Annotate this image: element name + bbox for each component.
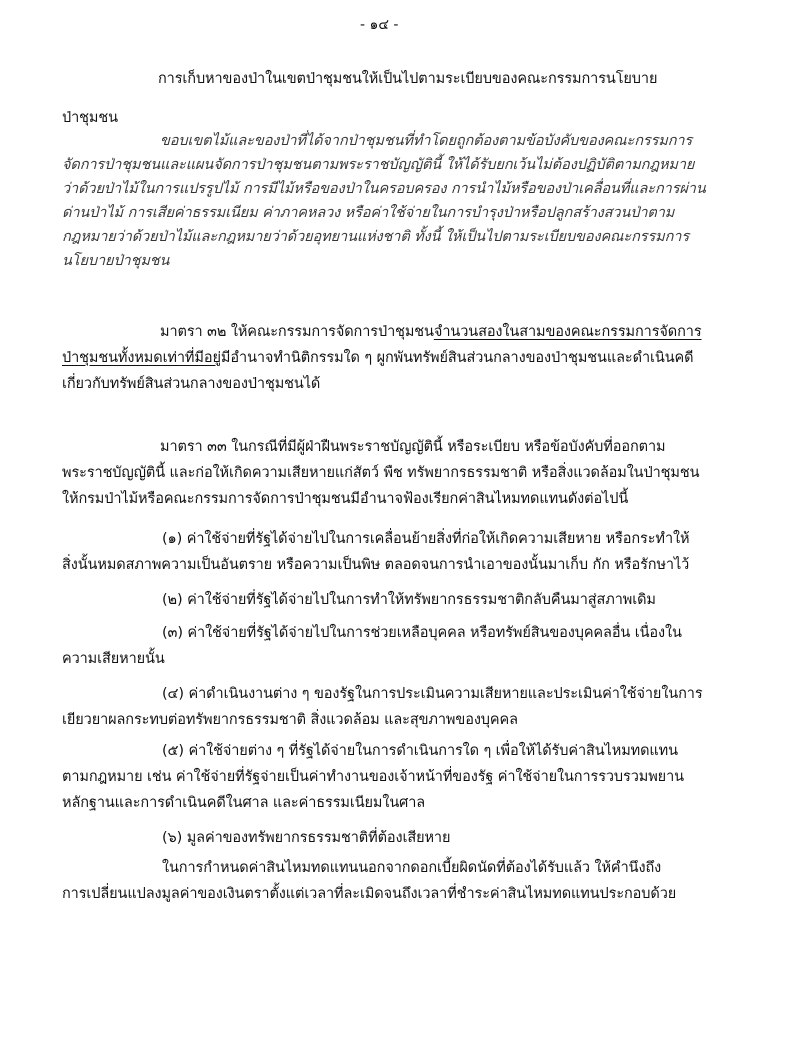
section-33-item: (๑) ค่าใช้จ่ายที่รัฐได้จ่ายไปในการเคลื่อนย้ายสิ่งที่ก่อให้เกิดความเสียหาย หรือกระทำให้ <box>162 531 690 547</box>
section-32-line-1 <box>160 322 702 342</box>
section-32-line-2 <box>62 348 693 368</box>
section-33-line: พระราชบัญญัตินี้ และก่อให้เกิดความเสียหายแก่สัตว์ พืช ทรัพยากรธรรมชาติ หรือสิ่งแวดล้อมในป่าชุมชน <box>62 465 700 481</box>
heading-line-cont: ป่าชุมชน <box>62 110 118 126</box>
scan-paragraph-line: กฎหมายว่าด้วยป่าไม้และกฎหมายว่าด้วยอุทยานแห่งชาติ ทั้งนี้ ให้เป็นไปตามระเบียบของคณะกรรมการ <box>62 229 690 245</box>
section-33-item: (๖) มูลค่าของทรัพยากรธรรมชาติที่ต้องเสียหาย <box>162 830 451 846</box>
scan-paragraph-line: จัดการป่าชุมชนและแผนจัดการป่าชุมชนตามพระราชบัญญัตินี้ ให้ได้รับยกเว้นไม่ต้องปฏิบัติตามกฎหมาย <box>62 157 695 173</box>
section-33-line: มาตรา ๓๓ ในกรณีที่มีผู้ฝ่าฝืนพระราชบัญญัตินี้ หรือระเบียบ หรือข้อบังคับที่ออกตาม <box>160 439 666 455</box>
scan-paragraph-line: ด่านป่าไม้ การเสียค่าธรรมเนียม ค่าภาคหลวง หรือค่าใช้จ่ายในการบำรุงป่าหรือปลูกสร้างสวนป่าตาม <box>62 205 675 221</box>
section-32-text: มาตรา ๓๒ ให้คณะกรรมการจัดการป่าชุมชน <box>160 324 434 340</box>
section-33-item: สิ่งนั้นหมดสภาพความเป็นอันตราย หรือความเป็นพิษ ตลอดจนการนำเอาของนั้นมาเก็บ กัก หรือรักษาไว้ <box>62 557 690 573</box>
scan-paragraph-line: ขอบเขตไม้และของป่าที่ได้จากป่าชุมชนที่ทำโดยถูกต้องตามข้อบังคับของคณะกรรมการ <box>160 133 693 149</box>
section-33-item: (๕) ค่าใช้จ่ายต่าง ๆ ที่รัฐได้จ่ายในการดำเนินการใด ๆ เพื่อให้ได้รับค่าสินไหมทดแทน <box>162 743 678 759</box>
section-32-text: มีอำนาจทำนิติกรรมใด ๆ ผูกพันทรัพย์สินส่วนกลางของป่าชุมชนและดำเนินคดี <box>220 350 694 366</box>
scan-paragraph-line: นโยบายป่าชุมชน <box>62 253 170 269</box>
section-32-underlined: ป่าชุมชนทั้งหมดเท่าที่มีอยู่ <box>62 350 221 366</box>
section-33-item: (๓) ค่าใช้จ่ายที่รัฐได้จ่ายไปในการช่วยเหลือบุคคล หรือทรัพย์สินของบุคคลอื่น เนื่องใน <box>162 625 682 641</box>
section-33-item: หลักฐานและการดำเนินคดีในศาล และค่าธรรมเนียมในศาล <box>62 795 426 811</box>
section-33-item: (๔) ค่าดำเนินงานต่าง ๆ ของรัฐในการประเมินความเสียหายและประเมินค่าใช้จ่ายในการ <box>162 686 703 702</box>
page-number: - ๑๔ - <box>360 17 399 33</box>
scan-paragraph-line: ว่าด้วยป่าไม้ในการแปรรูปไม้ การมีไม้หรือของป่าในครอบครอง การนำไม้หรือของป่าเคลื่อนที่และการผ่าน <box>62 181 706 197</box>
closing-line: การเปลี่ยนแปลงมูลค่าของเงินตราตั้งแต่เวลาที่ละเมิดจนถึงเวลาที่ชำระค่าสินไหมทดแทนประกอบด้วย <box>62 886 677 902</box>
section-33-item: ความเสียหายนั้น <box>62 651 165 667</box>
heading-line: การเก็บหาของป่าในเขตป่าชุมชนให้เป็นไปตามระเบียบของคณะกรรมการนโยบาย <box>158 71 658 87</box>
section-33-item: เยียวยาผลกระทบต่อทรัพยากรธรรมชาติ สิ่งแวดล้อม และสุขภาพของบุคคล <box>62 712 518 728</box>
closing-line: ในการกำหนดค่าสินไหมทดแทนนอกจากดอกเบี้ยผิดนัดที่ต้องได้รับแล้ว ให้คำนึงถึง <box>162 860 662 876</box>
section-32-line-3: เกี่ยวกับทรัพย์สินส่วนกลางของป่าชุมชนได้ <box>62 376 321 392</box>
section-33-line: ให้กรมป่าไม้หรือคณะกรรมการจัดการป่าชุมชนมีอำนาจฟ้องเรียกค่าสินไหมทดแทนดังต่อไปนี้ <box>62 491 629 507</box>
section-32-underlined: จำนวนสองในสามของคณะกรรมการจัดการ <box>433 324 702 340</box>
section-33-item: ตามกฎหมาย เช่น ค่าใช้จ่ายที่รัฐจ่ายเป็นค่าทำงานของเจ้าหน้าที่ของรัฐ ค่าใช้จ่ายในการรวบรวมพยาน <box>62 769 684 785</box>
section-33-item: (๒) ค่าใช้จ่ายที่รัฐได้จ่ายไปในการทำให้ทรัพยากรธรรมชาติกลับคืนมาสู่สภาพเดิม <box>162 592 656 608</box>
